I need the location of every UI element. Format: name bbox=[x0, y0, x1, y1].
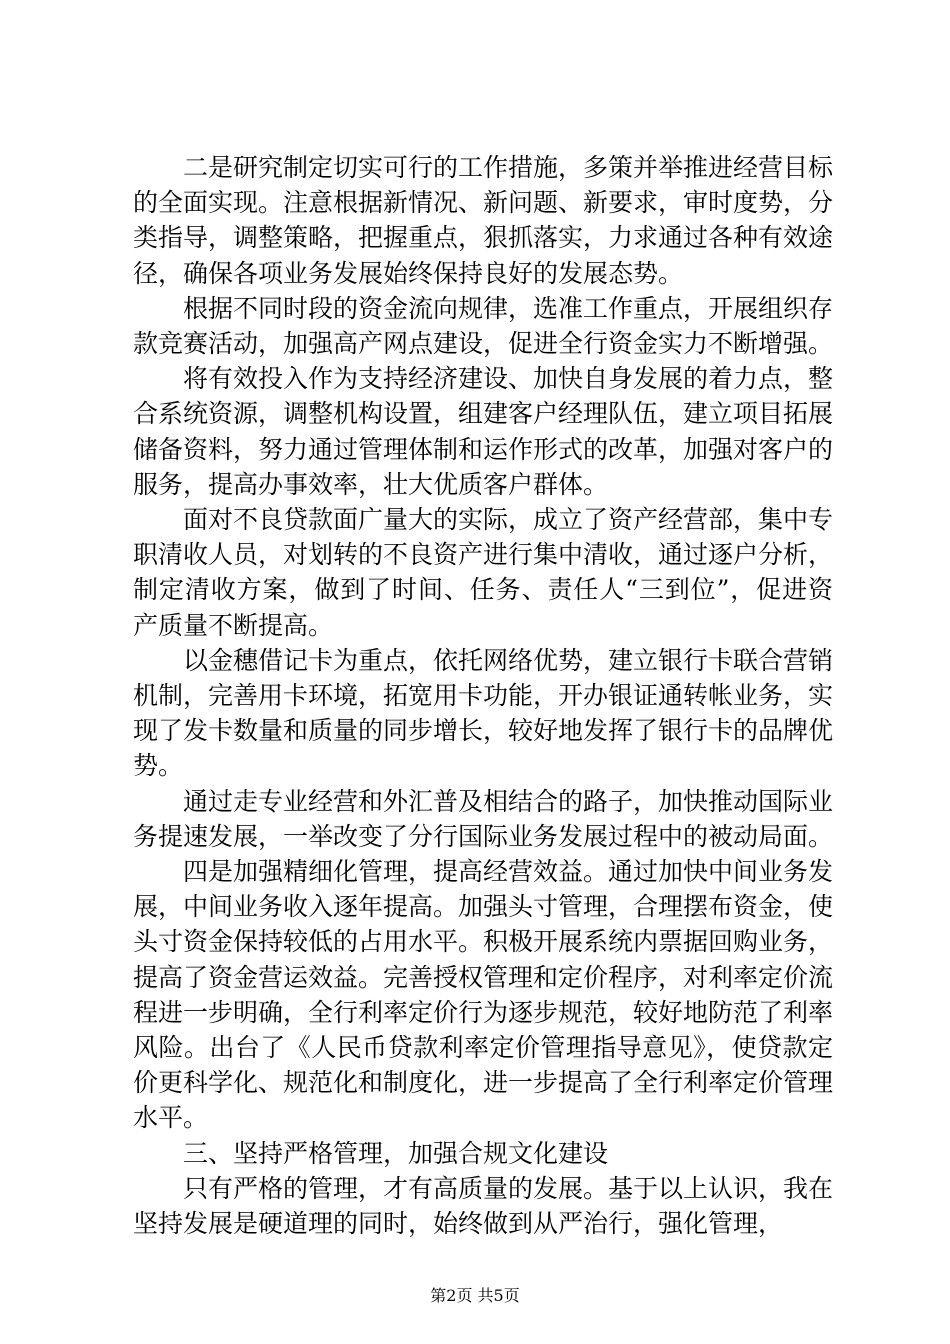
paragraph: 通过走专业经营和外汇普及相结合的路子，加快推动国际业务提速发展，一举改变了分行国际业务发展过程中的被动局面。 bbox=[133, 786, 834, 851]
page-number-footer: 第2页 共5页 bbox=[430, 1286, 520, 1305]
paragraph: 面对不良贷款面广量大的实际，成立了资产经营部，集中专职清收人员，对划转的不良资产进行集中清收，通过逐户分析，制定清收方案，做到了时间、任务、责任人“三到位”，促进资产质量不断提高。 bbox=[133, 505, 834, 640]
section-heading: 三、坚持严格管理，加强合规文化建设 bbox=[183, 1138, 609, 1168]
document-body bbox=[133, 150, 833, 1241]
paragraph: 以金穗借记卡为重点，依托网络优势，建立银行卡联合营销机制，完善用卡环境，拓宽用卡功能，开办银证通转帐业务，实现了发卡数量和质量的同步增长，较好地发挥了银行卡的品牌优势。 bbox=[133, 645, 834, 781]
paragraph: 二是研究制定切实可行的工作措施，多策并举推进经营目标的全面实现。注意根据新情况、新问题、新要求，审时度势，分类指导，调整策略，把握重点，狠抓落实，力求通过各种有效途径，确保各项业务发展始终保持良好的发展态势。 bbox=[133, 153, 834, 288]
paragraph: 根据不同时段的资金流向规律，选准工作重点，开展组织存款竞赛活动，加强高产网点建设，促进全行资金实力不断增强。 bbox=[133, 293, 834, 359]
paragraph: 四是加强精细化管理，提高经营效益。通过加快中间业务发展，中间业务收入逐年提高。加强头寸管理，合理摆布资金，使头寸资金保持较低的占用水平。积极开展系统内票据回购业务，提高了资金营运效益。完善授权管理和定价程序，对利率定价流程进一步明确，全行利率定价行为逐步规范，较好地防范了利率风险。出台了《人民币贷款利率定价管理指导意见》，使贷款定价更科学化、规范化和制度化，进一步提高了全行利率定价管理水平。 bbox=[133, 857, 834, 1133]
paragraph: 将有效投入作为支持经济建设、加快自身发展的着力点，整合系统资源，调整机构设置，组建客户经理队伍，建立项目拓展储备资料，努力通过管理体制和运作形式的改革，加强对客户的服务，提高办事效率，壮大优质客户群体。 bbox=[133, 364, 834, 499]
paragraph: 只有严格的管理，才有高质量的发展。基于以上认识，我在坚持发展是硬道理的同时，始终做到从严治行，强化管理， bbox=[133, 1173, 834, 1239]
